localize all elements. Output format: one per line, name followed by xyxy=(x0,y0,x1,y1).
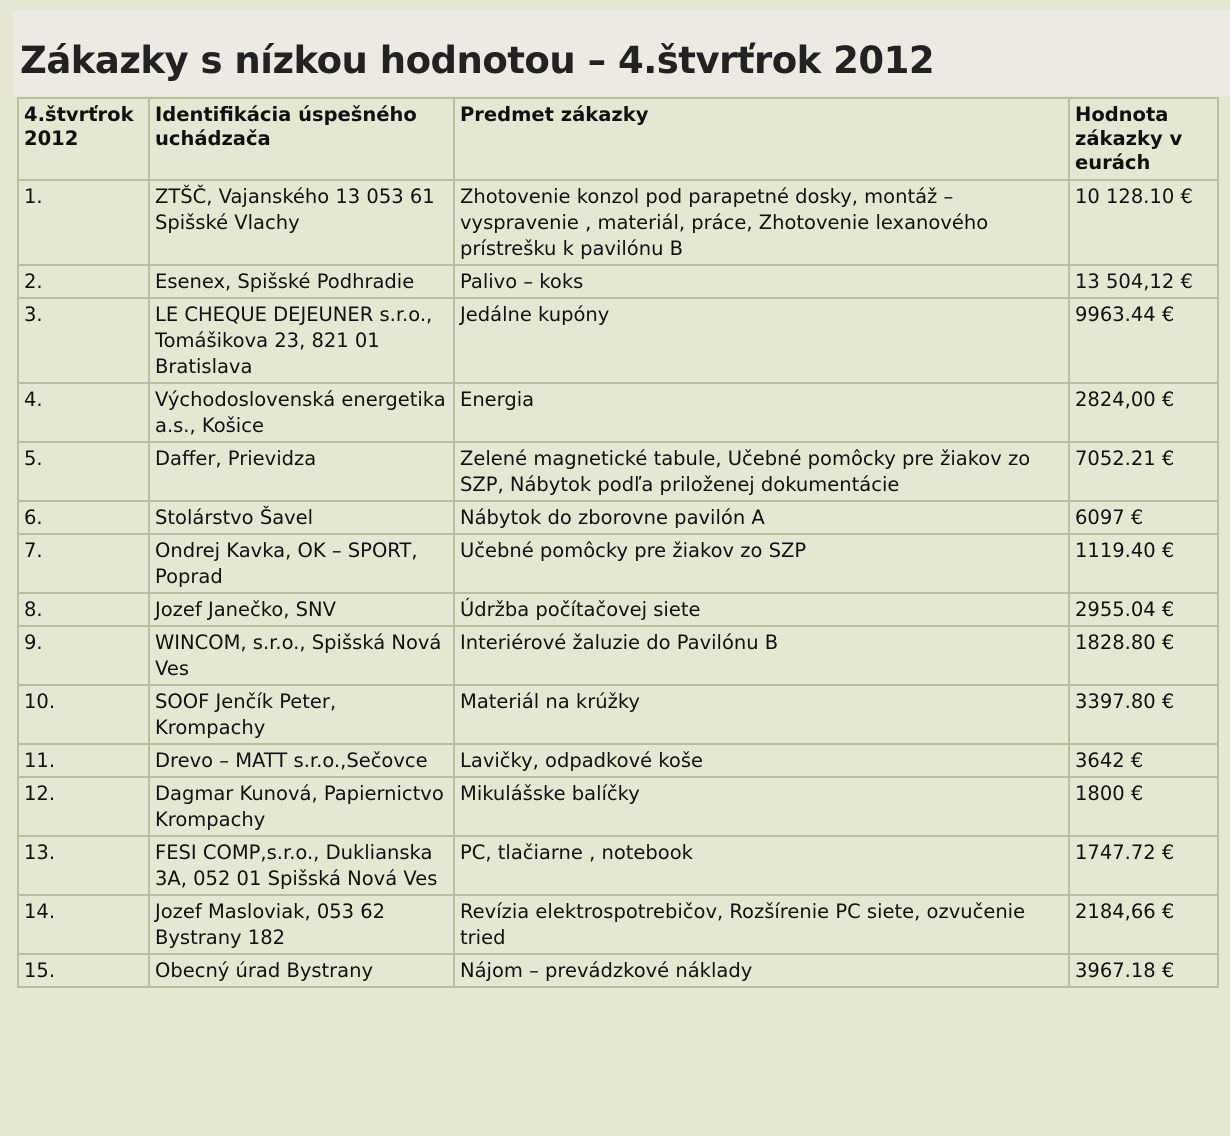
row-value: 10 128.10 € xyxy=(1069,180,1218,265)
row-value: 7052.21 € xyxy=(1069,442,1218,501)
row-subject: Nájom – prevádzkové náklady xyxy=(454,954,1069,987)
row-supplier: Dagmar Kunová, Papiernictvo Krompachy xyxy=(149,777,454,836)
row-supplier: Východoslovenská energetika a.s., Košice xyxy=(149,383,454,442)
table-row xyxy=(18,685,1218,744)
table-row xyxy=(18,180,1218,265)
row-value: 3397.80 € xyxy=(1069,685,1218,744)
table-row xyxy=(18,593,1218,626)
row-value: 3642 € xyxy=(1069,744,1218,777)
row-supplier: Jozef Masloviak, 053 62 Bystrany 182 xyxy=(149,895,454,954)
row-subject: Lavičky, odpadkové koše xyxy=(454,744,1069,777)
table-row xyxy=(18,954,1218,987)
title-bar xyxy=(13,10,1230,96)
row-subject: Mikulášske balíčky xyxy=(454,777,1069,836)
header-quarter: 4.štvrťrok 2012 xyxy=(18,98,149,180)
row-value: 1828.80 € xyxy=(1069,626,1218,685)
row-number: 9. xyxy=(18,626,149,685)
row-supplier: Jozef Janečko, SNV xyxy=(149,593,454,626)
row-supplier: FESI COMP,s.r.o., Duklianska 3A, 052 01 Spišská Nová Ves xyxy=(149,836,454,895)
row-value: 3967.18 € xyxy=(1069,954,1218,987)
row-supplier: LE CHEQUE DEJEUNER s.r.o., Tomášikova 23, 821 01 Bratislava xyxy=(149,298,454,383)
row-supplier: Drevo – MATT s.r.o.,Sečovce xyxy=(149,744,454,777)
row-subject: Učebné pomôcky pre žiakov zo SZP xyxy=(454,534,1069,593)
row-number: 6. xyxy=(18,501,149,534)
row-supplier: WINCOM, s.r.o., Spišská Nová Ves xyxy=(149,626,454,685)
row-supplier: ZTŠČ, Vajanského 13 053 61 Spišské Vlachy xyxy=(149,180,454,265)
row-subject: Palivo – koks xyxy=(454,265,1069,298)
row-number: 12. xyxy=(18,777,149,836)
row-value: 6097 € xyxy=(1069,501,1218,534)
row-number: 4. xyxy=(18,383,149,442)
header-subject: Predmet zákazky xyxy=(454,98,1069,180)
header-supplier: Identifikácia úspešného uchádzača xyxy=(149,98,454,180)
row-number: 3. xyxy=(18,298,149,383)
row-subject: Interiérové žaluzie do Pavilónu B xyxy=(454,626,1069,685)
row-subject: Jedálne kupóny xyxy=(454,298,1069,383)
row-subject: Energia xyxy=(454,383,1069,442)
header-value: Hodnota zákazky v eurách xyxy=(1069,98,1218,180)
row-value: 13 504,12 € xyxy=(1069,265,1218,298)
row-subject: PC, tlačiarne , notebook xyxy=(454,836,1069,895)
row-supplier: Ondrej Kavka, OK – SPORT, Poprad xyxy=(149,534,454,593)
table-row xyxy=(18,265,1218,298)
row-number: 15. xyxy=(18,954,149,987)
row-subject: Revízia elektrospotrebičov, Rozšírenie PC siete, ozvučenie tried xyxy=(454,895,1069,954)
table-row xyxy=(18,836,1218,895)
row-number: 1. xyxy=(18,180,149,265)
table-row xyxy=(18,895,1218,954)
row-supplier: SOOF Jenčík Peter, Krompachy xyxy=(149,685,454,744)
table-row xyxy=(18,777,1218,836)
orders-table xyxy=(17,97,1219,988)
row-number: 2. xyxy=(18,265,149,298)
row-subject: Materiál na krúžky xyxy=(454,685,1069,744)
table-body xyxy=(18,180,1218,987)
row-number: 8. xyxy=(18,593,149,626)
row-value: 1747.72 € xyxy=(1069,836,1218,895)
row-number: 10. xyxy=(18,685,149,744)
row-value: 1119.40 € xyxy=(1069,534,1218,593)
table-row xyxy=(18,501,1218,534)
row-subject: Údržba počítačovej siete xyxy=(454,593,1069,626)
table-row xyxy=(18,383,1218,442)
row-number: 14. xyxy=(18,895,149,954)
row-subject: Nábytok do zborovne pavilón A xyxy=(454,501,1069,534)
table-row xyxy=(18,626,1218,685)
table-row xyxy=(18,744,1218,777)
row-subject: Zelené magnetické tabule, Učebné pomôcky pre žiakov zo SZP, Nábytok podľa priloženej dokumentácie xyxy=(454,442,1069,501)
row-value: 9963.44 € xyxy=(1069,298,1218,383)
row-value: 2955.04 € xyxy=(1069,593,1218,626)
row-value: 1800 € xyxy=(1069,777,1218,836)
row-number: 13. xyxy=(18,836,149,895)
row-supplier: Esenex, Spišské Podhradie xyxy=(149,265,454,298)
row-number: 5. xyxy=(18,442,149,501)
table-header-row xyxy=(18,98,1218,180)
row-number: 7. xyxy=(18,534,149,593)
table-row xyxy=(18,534,1218,593)
row-number: 11. xyxy=(18,744,149,777)
row-subject: Zhotovenie konzol pod parapetné dosky, montáž – vyspravenie , materiál, práce, Zhotovenie lexanového prístrešku k pavilónu B xyxy=(454,180,1069,265)
row-supplier: Stolárstvo Šavel xyxy=(149,501,454,534)
page-title: Zákazky s nízkou hodnotou – 4.štvrťrok 2012 xyxy=(20,39,935,82)
table-row xyxy=(18,442,1218,501)
table-row xyxy=(18,298,1218,383)
row-value: 2824,00 € xyxy=(1069,383,1218,442)
row-value: 2184,66 € xyxy=(1069,895,1218,954)
row-supplier: Daffer, Prievidza xyxy=(149,442,454,501)
row-supplier: Obecný úrad Bystrany xyxy=(149,954,454,987)
